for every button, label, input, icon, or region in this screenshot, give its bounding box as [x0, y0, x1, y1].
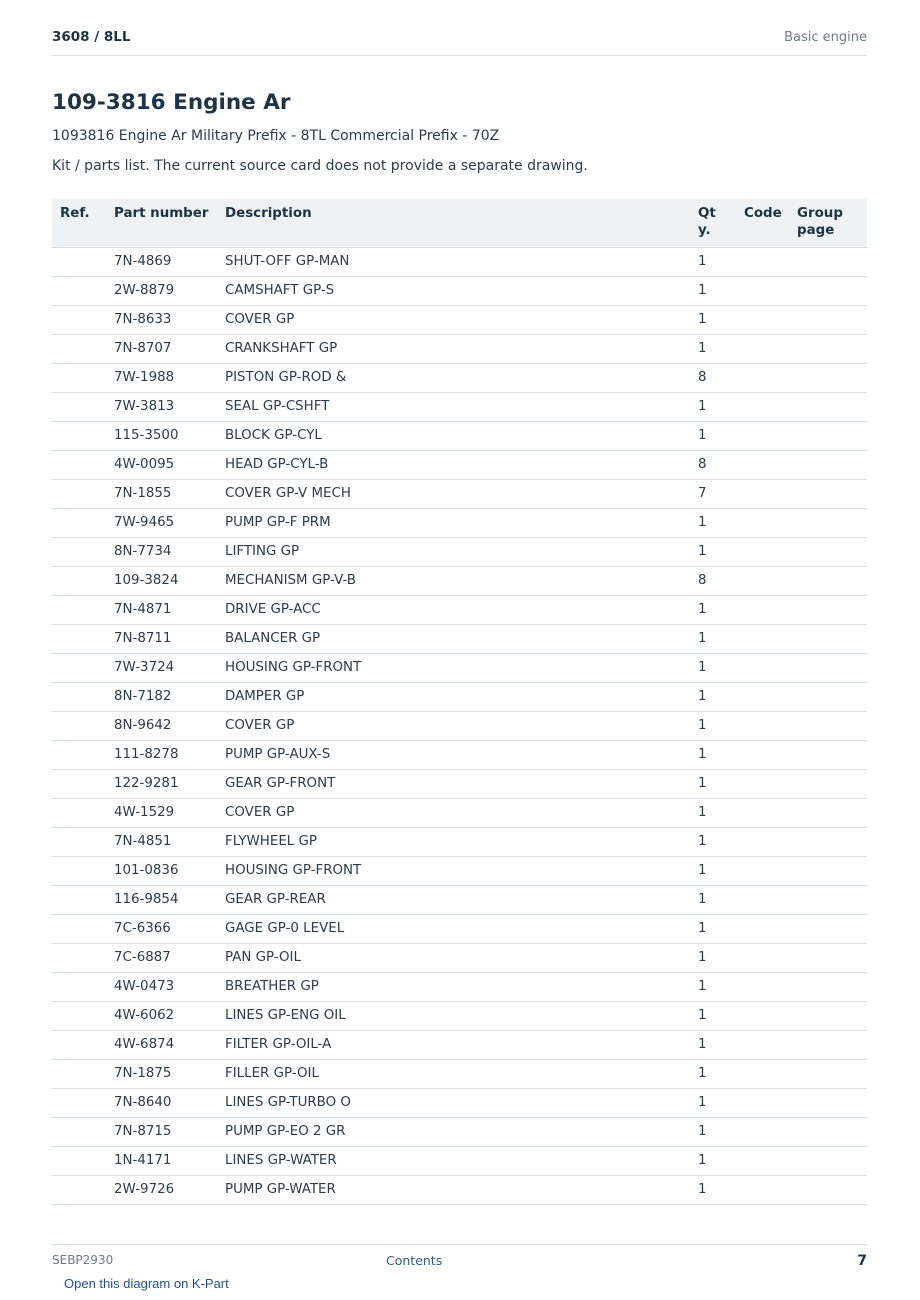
cell-code	[744, 1060, 797, 1089]
cell-ref	[52, 596, 114, 625]
table-row	[52, 509, 867, 538]
cell-ref	[52, 1118, 114, 1147]
cell-code	[744, 886, 797, 915]
table-row	[52, 364, 867, 393]
page-number: 7	[857, 1253, 867, 1269]
section-label: Basic engine	[784, 30, 867, 45]
table-row	[52, 480, 867, 509]
cell-qty: 8	[698, 451, 744, 480]
cell-group-page	[797, 364, 867, 393]
cell-ref	[52, 770, 114, 799]
cell-qty: 1	[698, 944, 744, 973]
cell-part-number: 7W-1988	[114, 364, 225, 393]
cell-description: CRANKSHAFT GP	[225, 335, 698, 364]
cell-description: LINES GP-ENG OIL	[225, 1002, 698, 1031]
page-header	[52, 28, 867, 56]
cell-qty: 1	[698, 422, 744, 451]
cell-qty: 1	[698, 683, 744, 712]
cell-code	[744, 741, 797, 770]
cell-code	[744, 1176, 797, 1205]
cell-part-number: 4W-0473	[114, 973, 225, 1002]
contents-link[interactable]: Contents	[386, 1253, 443, 1268]
cell-ref	[52, 683, 114, 712]
cell-code	[744, 799, 797, 828]
table-row	[52, 1060, 867, 1089]
cell-group-page	[797, 335, 867, 364]
cell-qty: 1	[698, 799, 744, 828]
cell-description: HOUSING GP-FRONT	[225, 857, 698, 886]
cell-code	[744, 538, 797, 567]
table-row	[52, 335, 867, 364]
cell-part-number: 7N-8711	[114, 625, 225, 654]
cell-ref	[52, 1031, 114, 1060]
cell-ref	[52, 886, 114, 915]
open-in-kpart-link[interactable]: Open this diagram on K-Part	[64, 1276, 229, 1291]
cell-part-number: 7N-8715	[114, 1118, 225, 1147]
cell-description: SEAL GP-CSHFT	[225, 393, 698, 422]
cell-qty: 1	[698, 1118, 744, 1147]
cell-qty: 1	[698, 393, 744, 422]
cell-part-number: 7W-9465	[114, 509, 225, 538]
cell-code	[744, 712, 797, 741]
cell-ref	[52, 915, 114, 944]
cell-ref	[52, 1002, 114, 1031]
cell-group-page	[797, 625, 867, 654]
cell-description: GEAR GP-FRONT	[225, 770, 698, 799]
cell-group-page	[797, 248, 867, 277]
cell-qty: 1	[698, 770, 744, 799]
cell-description: GEAR GP-REAR	[225, 886, 698, 915]
cell-description: COVER GP	[225, 799, 698, 828]
table-row	[52, 451, 867, 480]
table-row	[52, 1176, 867, 1205]
cell-group-page	[797, 683, 867, 712]
cell-group-page	[797, 596, 867, 625]
cell-part-number: 4W-6874	[114, 1031, 225, 1060]
cell-part-number: 4W-0095	[114, 451, 225, 480]
cell-group-page	[797, 422, 867, 451]
cell-description: MECHANISM GP-V-B	[225, 567, 698, 596]
cell-part-number: 116-9854	[114, 886, 225, 915]
cell-part-number: 7N-4871	[114, 596, 225, 625]
cell-part-number: 2W-9726	[114, 1176, 225, 1205]
cell-description: COVER GP	[225, 712, 698, 741]
cell-code	[744, 625, 797, 654]
cell-description: BREATHER GP	[225, 973, 698, 1002]
cell-part-number: 7W-3813	[114, 393, 225, 422]
cell-code	[744, 1118, 797, 1147]
cell-group-page	[797, 509, 867, 538]
cell-part-number: 122-9281	[114, 770, 225, 799]
cell-description: LIFTING GP	[225, 538, 698, 567]
page-footer	[52, 1244, 867, 1275]
cell-group-page	[797, 1147, 867, 1176]
cell-group-page	[797, 277, 867, 306]
cell-description: COVER GP-V MECH	[225, 480, 698, 509]
cell-part-number: 7N-8707	[114, 335, 225, 364]
page-note: Kit / parts list. The current source card does not provide a separate drawing.	[52, 158, 588, 174]
table-row	[52, 422, 867, 451]
cell-qty: 1	[698, 886, 744, 915]
table-row	[52, 277, 867, 306]
cell-code	[744, 857, 797, 886]
table-row	[52, 1031, 867, 1060]
model-label: 3608 / 8LL	[52, 29, 131, 45]
cell-code	[744, 393, 797, 422]
parts-table-body	[52, 248, 867, 1205]
cell-description: FLYWHEEL GP	[225, 828, 698, 857]
cell-group-page	[797, 857, 867, 886]
cell-qty: 1	[698, 654, 744, 683]
table-row	[52, 741, 867, 770]
cell-description: DRIVE GP-ACC	[225, 596, 698, 625]
cell-ref	[52, 509, 114, 538]
cell-code	[744, 1147, 797, 1176]
cell-group-page	[797, 1060, 867, 1089]
cell-code	[744, 277, 797, 306]
cell-qty: 1	[698, 306, 744, 335]
cell-group-page	[797, 973, 867, 1002]
cell-description: HEAD GP-CYL-B	[225, 451, 698, 480]
cell-description: DAMPER GP	[225, 683, 698, 712]
cell-part-number: 101-0836	[114, 857, 225, 886]
table-row	[52, 1147, 867, 1176]
cell-description: BLOCK GP-CYL	[225, 422, 698, 451]
table-row	[52, 1118, 867, 1147]
cell-qty: 7	[698, 480, 744, 509]
cell-ref	[52, 654, 114, 683]
cell-group-page	[797, 944, 867, 973]
cell-code	[744, 683, 797, 712]
cell-qty: 1	[698, 1060, 744, 1089]
cell-part-number: 7N-4851	[114, 828, 225, 857]
cell-group-page	[797, 393, 867, 422]
cell-ref	[52, 625, 114, 654]
table-row	[52, 654, 867, 683]
cell-part-number: 7N-8633	[114, 306, 225, 335]
cell-ref	[52, 480, 114, 509]
cell-qty: 1	[698, 1002, 744, 1031]
cell-ref	[52, 799, 114, 828]
cell-code	[744, 944, 797, 973]
col-header-part-number: Part number	[114, 199, 225, 248]
cell-part-number: 7N-1875	[114, 1060, 225, 1089]
cell-ref	[52, 335, 114, 364]
cell-group-page	[797, 1031, 867, 1060]
cell-code	[744, 1002, 797, 1031]
cell-group-page	[797, 1089, 867, 1118]
cell-qty: 1	[698, 1089, 744, 1118]
table-row	[52, 973, 867, 1002]
cell-qty: 1	[698, 625, 744, 654]
cell-ref	[52, 1060, 114, 1089]
cell-ref	[52, 741, 114, 770]
cell-group-page	[797, 741, 867, 770]
cell-code	[744, 770, 797, 799]
cell-qty: 1	[698, 538, 744, 567]
cell-description: PISTON GP-ROD &	[225, 364, 698, 393]
table-row	[52, 393, 867, 422]
cell-qty: 1	[698, 828, 744, 857]
cell-qty: 1	[698, 741, 744, 770]
cell-description: COVER GP	[225, 306, 698, 335]
cell-description: PUMP GP-AUX-S	[225, 741, 698, 770]
parts-table	[52, 199, 867, 1205]
cell-code	[744, 915, 797, 944]
cell-group-page	[797, 1176, 867, 1205]
cell-part-number: 8N-9642	[114, 712, 225, 741]
cell-ref	[52, 422, 114, 451]
cell-group-page	[797, 538, 867, 567]
table-row	[52, 915, 867, 944]
cell-part-number: 7N-4869	[114, 248, 225, 277]
col-header-qty-cell	[698, 199, 744, 248]
cell-part-number: 1N-4171	[114, 1147, 225, 1176]
cell-part-number: 7N-8640	[114, 1089, 225, 1118]
cell-part-number: 7N-1855	[114, 480, 225, 509]
table-header-row	[52, 199, 867, 248]
cell-code	[744, 973, 797, 1002]
cell-description: LINES GP-TURBO O	[225, 1089, 698, 1118]
cell-description: CAMSHAFT GP-S	[225, 277, 698, 306]
cell-group-page	[797, 770, 867, 799]
cell-group-page	[797, 480, 867, 509]
cell-description: PUMP GP-EO 2 GR	[225, 1118, 698, 1147]
cell-qty: 1	[698, 248, 744, 277]
cell-code	[744, 306, 797, 335]
cell-part-number: 4W-1529	[114, 799, 225, 828]
table-row	[52, 828, 867, 857]
table-row	[52, 799, 867, 828]
cell-ref	[52, 1089, 114, 1118]
cell-ref	[52, 306, 114, 335]
cell-qty: 1	[698, 277, 744, 306]
cell-code	[744, 509, 797, 538]
table-row	[52, 1002, 867, 1031]
cell-group-page	[797, 567, 867, 596]
cell-code	[744, 364, 797, 393]
cell-group-page	[797, 654, 867, 683]
cell-qty: 1	[698, 973, 744, 1002]
cell-description: FILLER GP-OIL	[225, 1060, 698, 1089]
cell-description: BALANCER GP	[225, 625, 698, 654]
cell-part-number: 7C-6887	[114, 944, 225, 973]
cell-description: FILTER GP-OIL-A	[225, 1031, 698, 1060]
cell-qty: 8	[698, 364, 744, 393]
cell-qty: 1	[698, 1176, 744, 1205]
cell-description: PUMP GP-F PRM	[225, 509, 698, 538]
cell-description: LINES GP-WATER	[225, 1147, 698, 1176]
table-row	[52, 712, 867, 741]
cell-qty: 1	[698, 1147, 744, 1176]
cell-description: GAGE GP-0 LEVEL	[225, 915, 698, 944]
cell-description: PAN GP-OIL	[225, 944, 698, 973]
cell-qty: 1	[698, 335, 744, 364]
cell-ref	[52, 393, 114, 422]
document-id: SEBP2930	[52, 1253, 114, 1267]
cell-ref	[52, 712, 114, 741]
cell-qty: 1	[698, 915, 744, 944]
cell-ref	[52, 364, 114, 393]
cell-part-number: 111-8278	[114, 741, 225, 770]
cell-part-number: 115-3500	[114, 422, 225, 451]
cell-qty: 1	[698, 1031, 744, 1060]
table-row	[52, 683, 867, 712]
cell-part-number: 4W-6062	[114, 1002, 225, 1031]
cell-part-number: 7W-3724	[114, 654, 225, 683]
cell-group-page	[797, 915, 867, 944]
cell-ref	[52, 567, 114, 596]
cell-code	[744, 1089, 797, 1118]
table-row	[52, 770, 867, 799]
col-header-group-page: Group page	[797, 199, 867, 248]
table-row	[52, 248, 867, 277]
cell-group-page	[797, 712, 867, 741]
cell-code	[744, 422, 797, 451]
cell-ref	[52, 944, 114, 973]
cell-description: HOUSING GP-FRONT	[225, 654, 698, 683]
cell-ref	[52, 248, 114, 277]
cell-part-number: 8N-7734	[114, 538, 225, 567]
cell-qty: 1	[698, 596, 744, 625]
cell-part-number: 8N-7182	[114, 683, 225, 712]
table-row	[52, 944, 867, 973]
cell-group-page	[797, 306, 867, 335]
cell-description: SHUT-OFF GP-MAN	[225, 248, 698, 277]
cell-ref	[52, 277, 114, 306]
cell-qty: 1	[698, 509, 744, 538]
col-header-qty: Qty.	[698, 206, 716, 238]
table-row	[52, 567, 867, 596]
table-row	[52, 596, 867, 625]
cell-ref	[52, 1176, 114, 1205]
cell-qty: 1	[698, 857, 744, 886]
table-row	[52, 625, 867, 654]
cell-code	[744, 480, 797, 509]
cell-description: PUMP GP-WATER	[225, 1176, 698, 1205]
cell-ref	[52, 973, 114, 1002]
table-row	[52, 1089, 867, 1118]
table-row	[52, 886, 867, 915]
cell-ref	[52, 828, 114, 857]
page-title: 109-3816 Engine Ar	[52, 90, 291, 115]
cell-group-page	[797, 799, 867, 828]
col-header-description: Description	[225, 199, 698, 248]
cell-ref	[52, 1147, 114, 1176]
table-row	[52, 306, 867, 335]
cell-code	[744, 654, 797, 683]
cell-code	[744, 335, 797, 364]
cell-ref	[52, 451, 114, 480]
cell-ref	[52, 538, 114, 567]
cell-part-number: 109-3824	[114, 567, 225, 596]
page-subtitle: 1093816 Engine Ar Military Prefix - 8TL Commercial Prefix - 70Z	[52, 128, 500, 144]
col-header-code: Code	[744, 199, 797, 248]
cell-code	[744, 596, 797, 625]
col-header-ref: Ref.	[52, 199, 114, 248]
cell-group-page	[797, 886, 867, 915]
cell-group-page	[797, 1002, 867, 1031]
cell-part-number: 7C-6366	[114, 915, 225, 944]
table-row	[52, 857, 867, 886]
cell-qty: 1	[698, 712, 744, 741]
cell-part-number: 2W-8879	[114, 277, 225, 306]
cell-group-page	[797, 828, 867, 857]
cell-ref	[52, 857, 114, 886]
table-row	[52, 538, 867, 567]
cell-code	[744, 1031, 797, 1060]
cell-qty: 8	[698, 567, 744, 596]
cell-code	[744, 567, 797, 596]
cell-group-page	[797, 451, 867, 480]
cell-code	[744, 248, 797, 277]
cell-group-page	[797, 1118, 867, 1147]
cell-code	[744, 828, 797, 857]
cell-code	[744, 451, 797, 480]
